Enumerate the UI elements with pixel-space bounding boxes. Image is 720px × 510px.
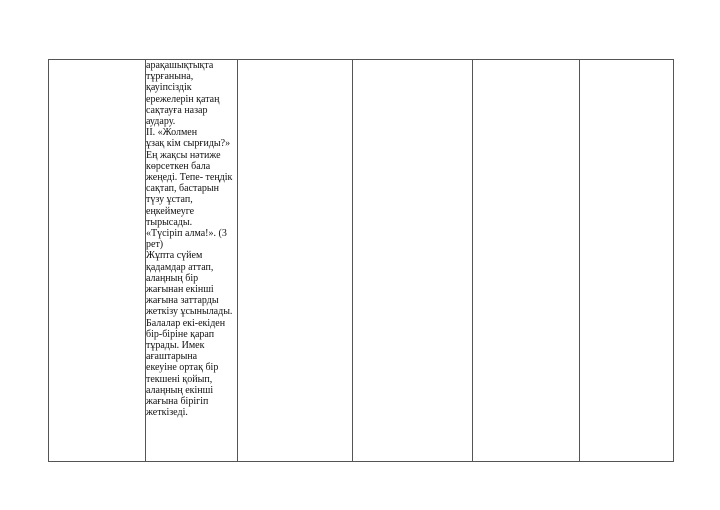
- text-line: қадамдар аттап,: [146, 261, 214, 273]
- text-line: сақтап, бастарын: [146, 183, 219, 195]
- text-line: алаңның екінші: [146, 384, 214, 396]
- text-line: жағынан екінші: [146, 284, 214, 296]
- text-line: жағына бірігіп: [146, 396, 209, 408]
- text-line: аудару.: [146, 116, 176, 128]
- text-line: бір-біріне қарап: [146, 328, 215, 340]
- text-line: жеткізеді.: [146, 407, 188, 419]
- text-line: ережелерін қатаң: [146, 93, 220, 105]
- text-line: текшені қойып,: [146, 373, 213, 385]
- text-line: жағына заттарды: [146, 295, 219, 307]
- text-line: еңкеймеуге: [146, 205, 195, 217]
- table-cell-empty-3: [238, 60, 353, 462]
- table-cell-empty-1: [49, 60, 146, 462]
- text-line: қауіпсіздік: [146, 82, 192, 94]
- lesson-plan-table: [48, 59, 674, 462]
- table-row: [49, 60, 674, 462]
- text-line: ұзақ кім сырғиды?»: [146, 138, 231, 150]
- text-line: тырысады.: [146, 216, 193, 228]
- text-line: түзу ұстап,: [146, 194, 193, 206]
- text-line: II. «Жолмен: [146, 127, 198, 139]
- table-cell-activity-description: [146, 60, 238, 462]
- text-line: көрсеткен бала: [146, 160, 211, 172]
- text-line: «Түсіріп алма!». (3: [146, 228, 227, 240]
- table-cell-empty-6: [580, 60, 674, 462]
- text-line: ағаштарына: [146, 351, 198, 363]
- text-line: Жұпта сүйем: [146, 250, 203, 262]
- text-line: арақашықтықта: [146, 60, 214, 71]
- text-line: екеуіне ортақ бір: [146, 362, 219, 374]
- table-cell-empty-5: [473, 60, 580, 462]
- text-line: тұрады. Имек: [146, 340, 205, 352]
- text-line: рет): [146, 239, 164, 251]
- text-line: Балалар екі-екіден: [146, 317, 226, 329]
- activity-description-text: [146, 60, 237, 419]
- text-line: жеңеді. Тепе- теңдік: [146, 172, 233, 184]
- text-line: жеткізу ұсынылады.: [146, 306, 233, 318]
- text-line: сақтауға назар: [146, 104, 208, 116]
- text-line: алаңның бір: [146, 272, 199, 284]
- text-line: Ең жақсы нәтиже: [146, 149, 221, 161]
- text-line: тұрғанына,: [146, 71, 194, 83]
- table-cell-empty-4: [353, 60, 473, 462]
